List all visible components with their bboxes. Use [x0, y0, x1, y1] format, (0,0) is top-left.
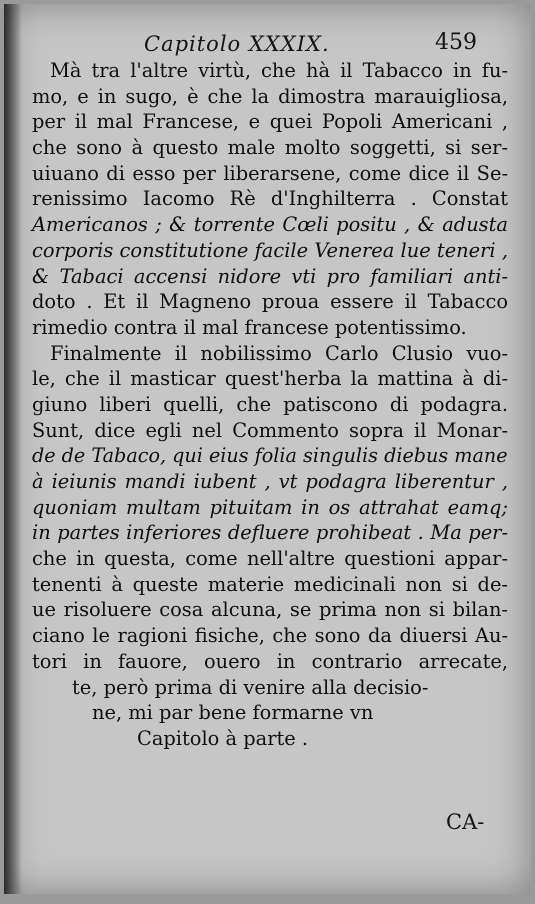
text-line: in partes inferiores defluere prohibeat . Ma per- — [32, 521, 508, 545]
text-line: Capitolo à parte . — [137, 726, 309, 750]
text-line: Sunt, dice egli nel Commento sopra il Monar- — [32, 418, 508, 442]
text-line: che in questa, come nell'altre questioni appar- — [32, 547, 508, 571]
page-number: 459 — [435, 30, 477, 55]
body-text — [32, 58, 508, 752]
text-line: Finalmente il nobilissimo Carlo Clusio vuo- — [50, 341, 508, 365]
text-line: Americanos ; & torrente Cœli positu , & adusta — [32, 213, 508, 237]
chapter-title: Capitolo XXXIX. — [144, 32, 330, 56]
binding-shadow — [4, 4, 22, 894]
text-line: ne, mi par bene formarne vn — [92, 701, 374, 725]
text-line: che sono à questo male molto soggetti, si ser- — [32, 136, 508, 160]
text-line: le, che il masticar quest'herba la mattina à di- — [32, 367, 508, 391]
text-line: de de Tabaco, qui eius folia singulis diebus mane — [32, 444, 508, 468]
text-line: ciano le ragioni fisiche, che sono da diuersi Au- — [32, 624, 508, 648]
running-head — [4, 32, 531, 58]
text-line: per il mal Francese, e quei Popoli Americani , — [32, 110, 508, 134]
text-line: & Tabaci accensi nidore vti pro familiari anti- — [32, 264, 508, 288]
text-line: tenenti à queste materie medicinali non si de- — [32, 572, 508, 596]
catchword: CA- — [446, 810, 485, 834]
text-line: corporis constitutione facile Venerea lue teneri , — [32, 238, 508, 262]
text-line: renissimo Iacomo Rè d'Inghilterra . Constat — [32, 187, 508, 211]
text-line: tori in fauore, ouero in contrario arrecate, — [32, 649, 508, 673]
text-line: quoniam multam pituitam in os attrahat eamq; — [32, 495, 508, 519]
text-line: mo, e in sugo, è che la dimostra marauigliosa, — [32, 84, 508, 108]
text-line: doto . Et il Magneno proua essere il Tabacco — [32, 290, 508, 314]
book-page — [4, 4, 531, 894]
text-line: rimedio contra il mal francese potentissimo. — [32, 315, 467, 339]
text-line: ue risoluere cosa alcuna, se prima non si bilan- — [32, 598, 508, 622]
text-line: à ieiunis mandi iubent , vt podagra liberentur , — [32, 470, 508, 493]
text-line: Mà tra l'altre virtù, che hà il Tabacco in fu- — [50, 59, 508, 82]
text-line: te, però prima di venire alla decisio- — [72, 675, 429, 699]
text-line: uiuano di esso per liberarsene, come dice il Se- — [32, 161, 508, 185]
text-line: giuno liberi quelli, che patiscono di podagra. — [32, 392, 508, 416]
